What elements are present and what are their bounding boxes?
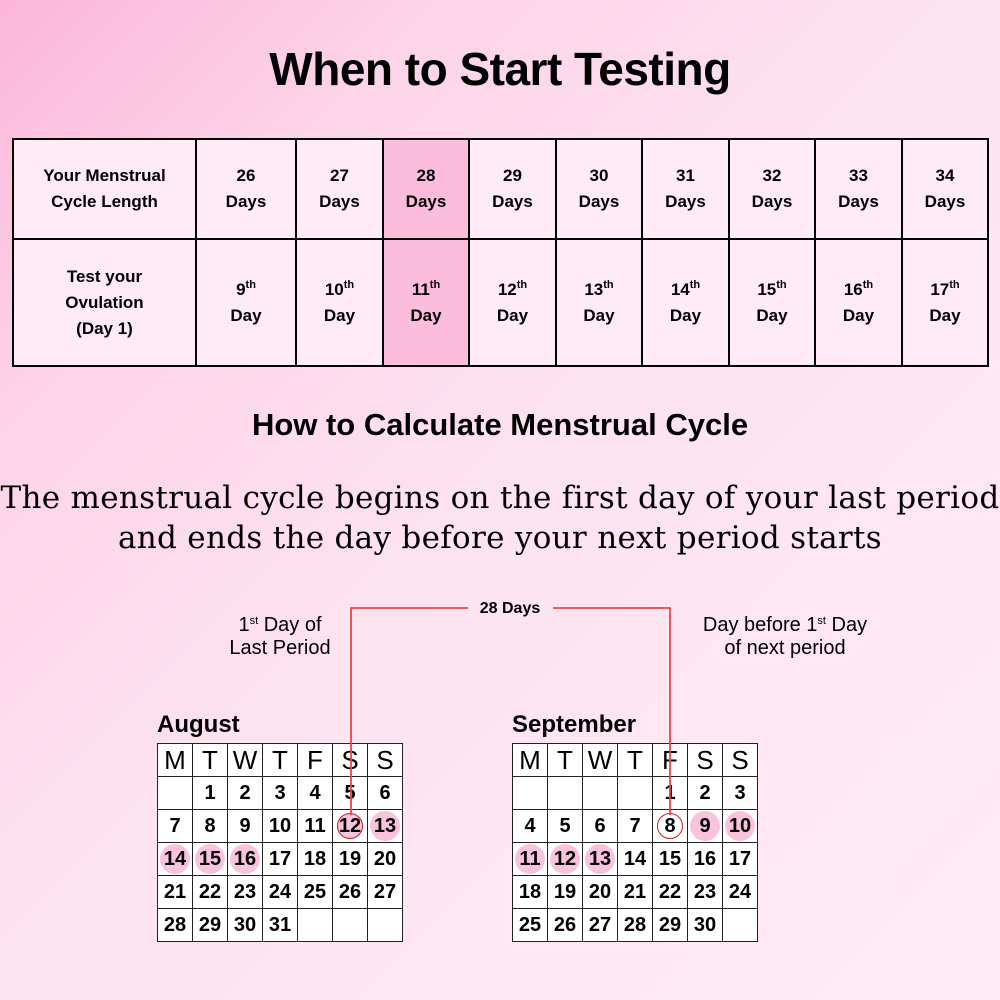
day-number: 2 [699,781,711,804]
day-number: 14 [623,847,647,870]
day-number: 29 [198,913,222,936]
day-number: 2 [239,781,251,804]
day-number: 29 [658,913,682,936]
test-day-unit: Day [756,305,788,325]
calendar-day [688,909,723,942]
weekday-header: T [263,744,298,777]
calendar-day [653,876,688,909]
calendar-day [228,876,263,909]
page-title: When to Start Testing [269,43,731,95]
calendar-month-title: September [512,711,637,738]
cycle-length-unit: Days [838,192,879,211]
calendar-day [158,876,193,909]
day-number: 16 [693,847,717,870]
calendar-september [512,743,758,942]
day-before-label [675,614,895,660]
cycle-length-value: 30 [589,166,609,185]
day-number: 12 [550,844,580,874]
weekday-header: F [298,744,333,777]
calendar-day [193,777,228,810]
calendar-empty-day [583,777,618,810]
day-number: 16 [230,844,260,874]
day-number: 10 [725,811,755,841]
calendar-empty-day [548,777,583,810]
day-number: 18 [518,880,542,903]
day-number: 22 [198,880,222,903]
cycle-length-unit: Days [319,192,360,211]
calendar-grid [157,743,403,942]
day-number: 22 [658,880,682,903]
calendar-day [228,777,263,810]
test-day-value: 15th [757,278,787,299]
marked-day-number: 12 [337,813,363,839]
cycle-length-cell [469,139,556,239]
day-number: 27 [588,913,612,936]
calendar-day [583,843,618,876]
day-number: 18 [303,847,327,870]
calendar-day [723,777,758,810]
calendar-month-title: August [157,711,240,738]
cycle-length-cell [296,139,383,239]
calendar-day [263,909,298,942]
first-day-label-line1: 1st Day of [238,614,322,636]
cycle-length-unit: Days [578,192,620,211]
cycle-length-value: 29 [503,166,522,185]
day-number: 1 [664,781,676,804]
cycle-length-cell [642,139,729,239]
day-number: 9 [690,811,720,841]
day-number: 3 [274,781,286,804]
test-day-unit: Day [669,305,702,325]
marked-day-number: 8 [657,813,683,839]
calendar-day [688,777,723,810]
calendar-day [688,876,723,909]
day-number: 6 [594,814,606,837]
calendar-day [368,777,403,810]
cycle-length-unit: Days [492,192,533,211]
test-day-value: 16th [843,278,874,299]
calendar-day [298,843,333,876]
calendar-day [618,810,653,843]
calendar-empty-day [298,909,333,942]
cycle-length-value: 26 [236,166,256,185]
weekday-header: F [653,744,688,777]
day-number: 31 [268,913,292,936]
cycle-length-cell [729,139,815,239]
section-subtitle: How to Calculate Menstrual Cycle [251,407,749,442]
cycle-length-value: 33 [849,166,868,185]
day-number: 5 [344,781,356,804]
day-number: 1 [204,781,216,804]
test-day-cell [196,239,296,366]
weekday-header: T [193,744,228,777]
header-line: Test your [66,266,143,286]
calendar-day [263,810,298,843]
day-number: 19 [338,847,362,870]
day-number: 28 [623,913,647,936]
test-day-cell [902,239,988,366]
test-day-cell [729,239,815,366]
first-day-label-line2: Last Period [229,637,331,659]
test-day-cell [383,239,469,366]
calendar-empty-day [618,777,653,810]
calendar-day [618,909,653,942]
cycle-length-cell [902,139,988,239]
day-number: 14 [160,844,190,874]
weekday-header: S [723,744,758,777]
test-day-value: 14th [670,278,701,299]
calendar-day [193,876,228,909]
calendar-day [548,810,583,843]
day-number: 8 [204,814,216,837]
calendar-day [723,843,758,876]
day-before-label-line1: Day before 1st Day [702,614,868,636]
day-number: 20 [588,880,612,903]
day-number: 23 [693,880,717,903]
calendar-day [193,909,228,942]
cycle-length-value: 34 [935,166,955,185]
day-number: 15 [658,847,682,870]
calendar-day [368,843,403,876]
test-day-unit: Day [583,305,615,325]
weekday-header: S [688,744,723,777]
calendar-day [228,909,263,942]
cycle-length-row [13,139,988,239]
day-number: 4 [524,814,536,837]
cycle-length-cell [556,139,642,239]
day-number: 30 [233,913,257,936]
description [0,478,1000,558]
cycle-length-unit: Days [225,192,267,211]
day-number: 25 [303,880,327,903]
calendar-day [368,876,403,909]
day-number: 26 [553,913,577,936]
weekday-header: W [583,744,618,777]
calendar-day [263,777,298,810]
calendar-day [333,810,368,843]
calendar-day [653,777,688,810]
day-number: 20 [373,847,397,870]
first-day-label [200,614,360,660]
weekday-header: S [333,744,368,777]
test-day-value: 13th [584,278,614,299]
day-number: 11 [515,844,545,874]
header-line: Ovulation [65,292,144,312]
calendar-day [158,843,193,876]
cycle-length-unit: Days [751,192,793,211]
day-number: 15 [195,844,225,874]
test-day-unit: Day [230,305,262,325]
calendar-day [263,876,298,909]
calendar-day [583,909,618,942]
day-number: 24 [268,880,292,903]
day-number: 7 [169,814,181,837]
calendar-day [158,810,193,843]
cycle-length-value: 31 [676,166,695,185]
test-day-unit: Day [323,305,356,325]
calendar-day [688,843,723,876]
test-day-value: 17th [930,278,960,299]
calendar-day [583,876,618,909]
day-number: 27 [373,880,397,903]
day-number: 24 [728,880,752,903]
calendar-empty-day [513,777,548,810]
day-number: 5 [559,814,571,837]
calendar-day [158,909,193,942]
cycle-span-label: 28 Days [479,600,541,617]
calendar-day [228,810,263,843]
day-number: 6 [379,781,391,804]
test-day-row [13,239,988,366]
calendar-day [618,876,653,909]
calendar-day [653,810,688,843]
calendar-day [368,810,403,843]
weekday-header: M [513,744,548,777]
calendar-day [298,876,333,909]
day-number: 17 [268,847,292,870]
cycle-length-header [13,139,196,239]
day-number: 3 [734,781,746,804]
weekday-header: M [158,744,193,777]
test-day-value: 10th [324,278,355,299]
test-day-cell [556,239,642,366]
day-number: 30 [693,913,717,936]
test-day-value: 9th [236,278,256,299]
testing-table [12,138,989,367]
calendar-day [653,843,688,876]
calendar-grid [512,743,758,942]
calendar-day [193,810,228,843]
weekday-header: T [618,744,653,777]
day-number: 9 [239,814,251,837]
calendar-day [513,843,548,876]
calendar-empty-day [333,909,368,942]
test-day-cell [642,239,729,366]
day-number: 26 [338,880,362,903]
calendar-day [618,843,653,876]
cycle-length-cell [815,139,902,239]
test-day-unit: Day [842,305,875,325]
calendar-day [548,876,583,909]
weekday-header: S [368,744,403,777]
day-number: 13 [585,844,615,874]
day-number: 21 [623,880,647,903]
test-day-unit: Day [929,305,961,325]
calendar-day [263,843,298,876]
calendar-day [513,876,548,909]
day-number: 10 [268,814,292,837]
calendar-day [688,810,723,843]
calendar-day [333,777,368,810]
day-number: 7 [629,814,641,837]
test-day-unit: Day [410,305,442,325]
calendar-day [228,843,263,876]
cycle-length-value: 32 [762,166,782,185]
day-number: 4 [309,781,321,804]
calendar-empty-day [158,777,193,810]
cycle-length-unit: Days [924,192,966,211]
cycle-length-value: 27 [330,166,349,185]
cycle-length-cell [383,139,469,239]
day-number: 23 [233,880,257,903]
day-number: 13 [370,811,400,841]
calendar-day [548,909,583,942]
description-line: The menstrual cycle begins on the first day of your last period [0,480,1000,516]
description-line: and ends the day before your next period starts [117,520,883,556]
day-number: 21 [163,880,187,903]
calendar-day [723,876,758,909]
test-day-unit: Day [496,305,529,325]
test-day-header [13,239,196,366]
day-number: 17 [728,847,752,870]
calendar-day [298,777,333,810]
test-day-value: 12th [497,278,528,299]
calendar-day [583,810,618,843]
calendar-day [513,810,548,843]
cycle-length-cell [196,139,296,239]
header-line: Cycle Length [51,192,158,211]
weekday-header: T [548,744,583,777]
calendar-empty-day [368,909,403,942]
cycle-length-value: 28 [416,166,436,185]
test-day-cell [469,239,556,366]
day-number: 11 [304,814,326,837]
day-number: 19 [553,880,577,903]
calendar-day [193,843,228,876]
cycle-length-unit: Days [665,192,706,211]
test-day-cell [296,239,383,366]
header-line: (Day 1) [76,318,133,338]
calendar-day [513,909,548,942]
test-day-cell [815,239,902,366]
calendar-day [723,810,758,843]
header-line: Your Menstrual [43,166,166,185]
day-number: 28 [163,913,187,936]
calendar-day [548,843,583,876]
day-number: 25 [518,913,542,936]
calendar-day [333,843,368,876]
day-before-label-line2: of next period [724,637,846,659]
weekday-header: W [228,744,263,777]
calendar-day [333,876,368,909]
calendar-day [653,909,688,942]
calendar-august [157,743,403,942]
cycle-length-unit: Days [405,192,447,211]
calendar-day [298,810,333,843]
test-day-value: 11th [411,278,441,299]
calendar-empty-day [723,909,758,942]
